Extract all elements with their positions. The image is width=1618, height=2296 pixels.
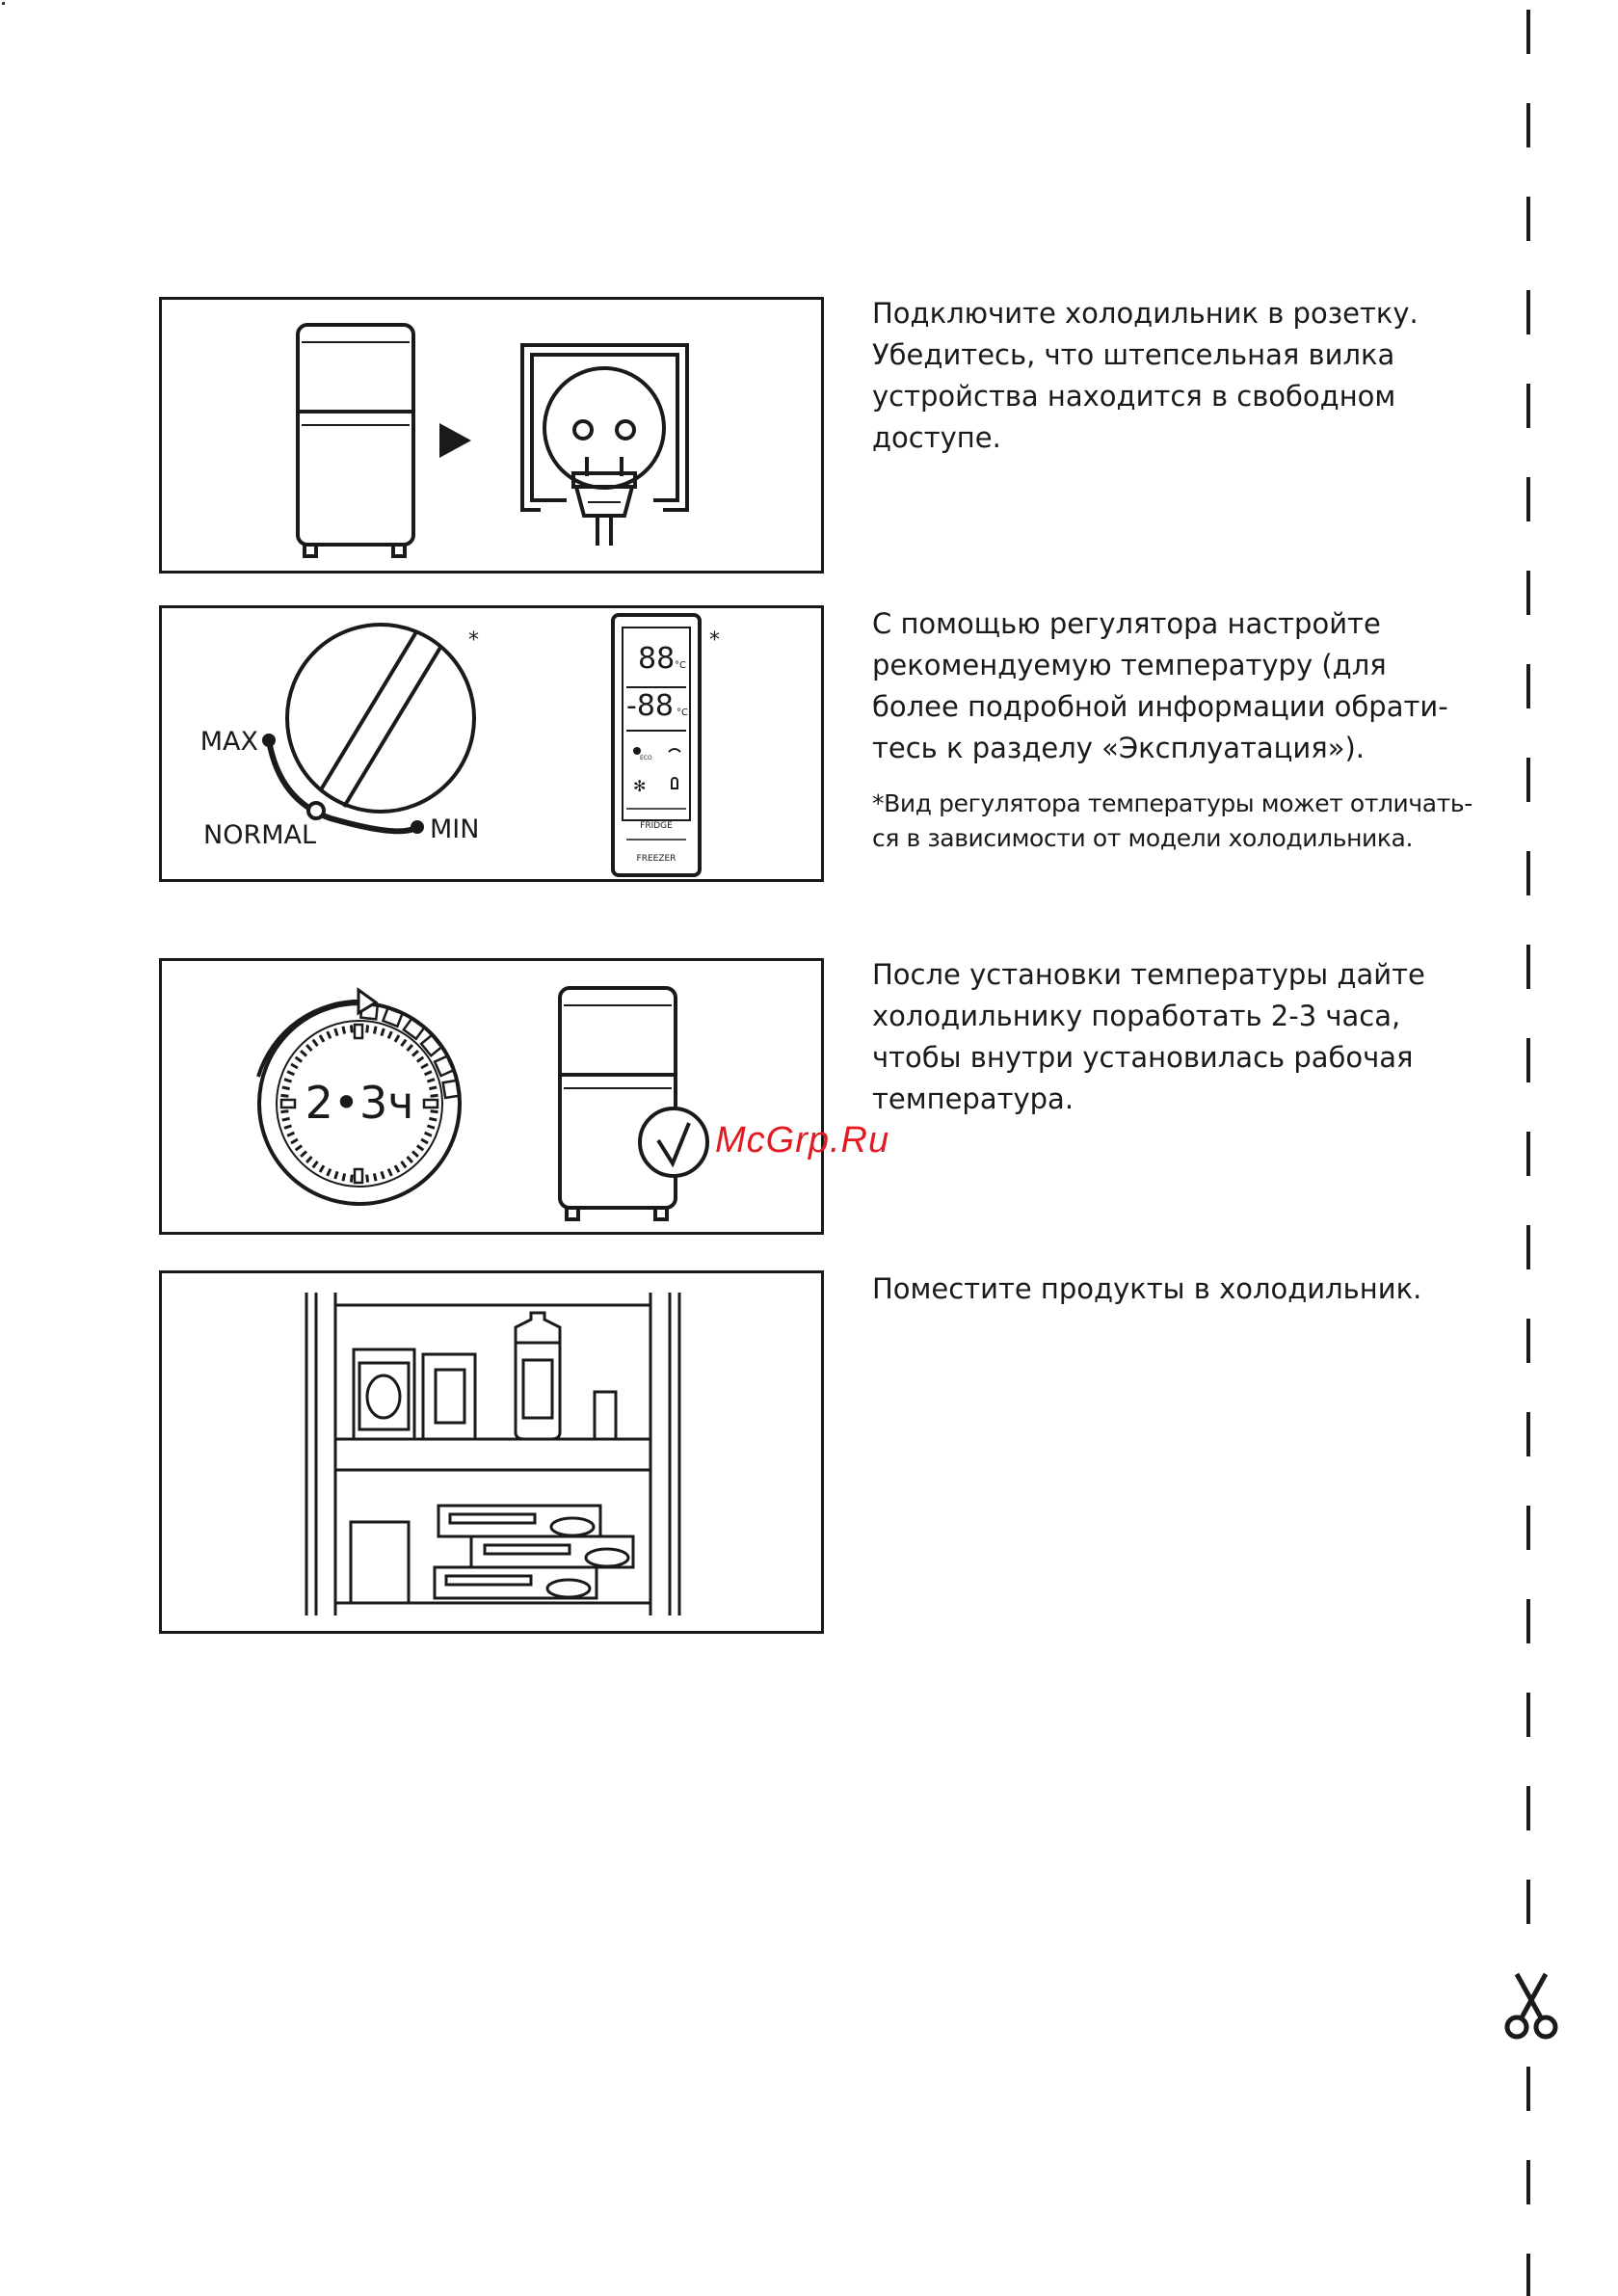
timer-tick [388, 1031, 391, 1038]
freezer-label: FREEZER [636, 854, 676, 864]
text-line: доступе. [872, 421, 1001, 454]
dial-min-label: MIN [430, 814, 480, 844]
timer-tick [284, 1080, 292, 1081]
timer-tick [328, 1169, 331, 1176]
timer-tick [431, 1111, 438, 1112]
timer-tick [306, 1157, 311, 1162]
fridge-icon [298, 325, 413, 556]
step-1-illustration [159, 297, 824, 574]
text-line: Поместите продукты в холодильник. [872, 1272, 1422, 1305]
cut-line-dash [1526, 1786, 1530, 1830]
cut-line-dash [1526, 1880, 1530, 1924]
timer-tick [301, 1152, 306, 1157]
timer-tick [412, 1051, 418, 1055]
timer-tick [374, 1173, 376, 1181]
timer-tick [343, 1173, 345, 1181]
timer-tick [287, 1133, 294, 1135]
timer-label: 2•3ч [305, 1077, 414, 1129]
timer-progress-block [443, 1081, 459, 1098]
timer-tick [284, 1126, 292, 1128]
timer-tick [313, 1040, 318, 1046]
timer-tick [412, 1152, 418, 1157]
cut-line-dash [1526, 2067, 1530, 2111]
timer-tick [335, 1028, 337, 1036]
cut-line-dash [1526, 1693, 1530, 1737]
cut-line-dash [1526, 1599, 1530, 1643]
fridge-label: FRIDGE [640, 821, 673, 831]
timer-tick [351, 1175, 352, 1183]
step-2-note [872, 787, 1489, 856]
timer-tick [382, 1028, 384, 1036]
timer-tick [296, 1057, 302, 1062]
cut-line-dash [1526, 1319, 1530, 1363]
plug-icon [573, 457, 635, 546]
cut-line-dash [1526, 664, 1530, 708]
display-bottom-unit: °C [676, 707, 688, 718]
step-4-illustration [159, 1270, 824, 1634]
text-line: тесь к разделу «Эксплуатация»). [872, 732, 1365, 764]
text-line: устройства находится в свободном [872, 380, 1396, 413]
watermark: McGrp.Ru [715, 1120, 890, 1161]
note-line: ся в зависимости от модели холодильника. [872, 824, 1414, 852]
display-bottom-digits: -88 [626, 689, 674, 723]
timer-tick [417, 1057, 423, 1062]
text-line: температура. [872, 1082, 1074, 1115]
display-top-unit: °C [675, 660, 686, 671]
timer-tick [429, 1118, 437, 1120]
timer-tick [367, 1175, 368, 1183]
step-3-illustration [159, 958, 824, 1235]
corner-mark [2, 2, 5, 5]
timer-tick [306, 1045, 311, 1051]
timer-tick [427, 1126, 435, 1128]
timer-tick [431, 1095, 438, 1096]
text-line: чтобы внутри установилась рабочая [872, 1041, 1414, 1074]
timer-tick [395, 1035, 399, 1042]
cut-line-dash [1526, 10, 1530, 54]
timer-tick [367, 1025, 368, 1032]
cut-line-dash [1526, 758, 1530, 802]
scissors-icon [1503, 1966, 1561, 2043]
display-top-digits: 88 [638, 642, 676, 676]
cut-line-dash [1526, 571, 1530, 615]
cut-line-dash [1526, 1225, 1530, 1269]
cut-line-dash [1526, 945, 1530, 989]
cut-line-dash [1526, 1038, 1530, 1082]
timer-tick [287, 1072, 294, 1075]
temperature-dial-icon [200, 625, 480, 850]
timer-tick [425, 1072, 432, 1075]
timer-tick [280, 1095, 288, 1096]
timer-tick [421, 1064, 428, 1068]
text-line: С помощью регулятора настройте [872, 607, 1381, 640]
timer-tick [421, 1139, 428, 1143]
cut-line-dash [1526, 103, 1530, 147]
timer-tick [335, 1171, 337, 1179]
timer-tick [382, 1171, 384, 1179]
timer-tick [388, 1169, 391, 1176]
cut-line-dash [1526, 1412, 1530, 1456]
cut-line-dash [1526, 851, 1530, 895]
cut-line-dash [1526, 1132, 1530, 1176]
timer-tick [395, 1165, 399, 1172]
timer-tick [401, 1040, 406, 1046]
text-line: более подробной информации обрати- [872, 690, 1448, 723]
timer-tick [343, 1027, 345, 1034]
timer-tick [417, 1145, 423, 1150]
timer-tick [374, 1027, 376, 1034]
timer-tick [313, 1161, 318, 1167]
timer-tick [425, 1133, 432, 1135]
text-line: холодильнику поработать 2-3 часа, [872, 1000, 1401, 1032]
timer-tick [282, 1118, 290, 1120]
text-line: Подключите холодильник в розетку. [872, 297, 1419, 330]
cut-line-dash [1526, 477, 1530, 521]
timer-tick [301, 1051, 306, 1055]
fridge-shelves-icon [162, 1273, 827, 1637]
timer-tick [280, 1111, 288, 1112]
dial-asterisk: * [468, 628, 479, 653]
cut-line-dash [1526, 197, 1530, 241]
step-4-text [872, 1268, 1489, 1310]
cut-line-dash [1526, 1506, 1530, 1550]
dial-normal-label: NORMAL [203, 820, 317, 850]
step-2-text [872, 603, 1489, 769]
checkmark-icon [640, 1108, 707, 1176]
note-line: *Вид регулятора температуры может отличать- [872, 789, 1472, 817]
control-panel-icon [613, 615, 720, 875]
play-arrow-icon [439, 423, 471, 458]
timer-tick [296, 1145, 302, 1150]
text-line: Убедитесь, что штепсельная вилка [872, 338, 1395, 371]
timer-tick [427, 1080, 435, 1081]
step-2-illustration [159, 605, 824, 882]
lock-icon [672, 778, 677, 788]
timer-tick [291, 1064, 298, 1068]
step-3-text [872, 954, 1489, 1120]
timer-tick [408, 1045, 412, 1051]
timer-tick [282, 1087, 290, 1089]
eco-icon [633, 747, 641, 755]
display-asterisk: * [709, 628, 720, 653]
timer-tick [291, 1139, 298, 1143]
text-line: После установки температуры дайте [872, 958, 1425, 991]
dial-max-label: MAX [199, 727, 258, 757]
text-line: рекомендуемую температуру (для [872, 649, 1387, 681]
cut-line-dash [1526, 2160, 1530, 2204]
timer-tick [328, 1031, 331, 1038]
fridge-icon [560, 988, 676, 1219]
eco-label: ECO [640, 755, 652, 761]
timer-icon [258, 990, 460, 1204]
timer-tick [408, 1157, 412, 1162]
cut-line-dash [1526, 2254, 1530, 2296]
timer-tick [429, 1087, 437, 1089]
super-cool-icon [669, 749, 680, 752]
cut-line-dash [1526, 290, 1530, 334]
timer-tick [351, 1025, 352, 1032]
cut-line-dash [1526, 384, 1530, 428]
step-1-text [872, 293, 1489, 459]
timer-tick [401, 1161, 406, 1167]
snowflake-icon: ✻ [633, 777, 647, 795]
timer-tick [320, 1035, 324, 1042]
timer-tick [320, 1165, 324, 1172]
